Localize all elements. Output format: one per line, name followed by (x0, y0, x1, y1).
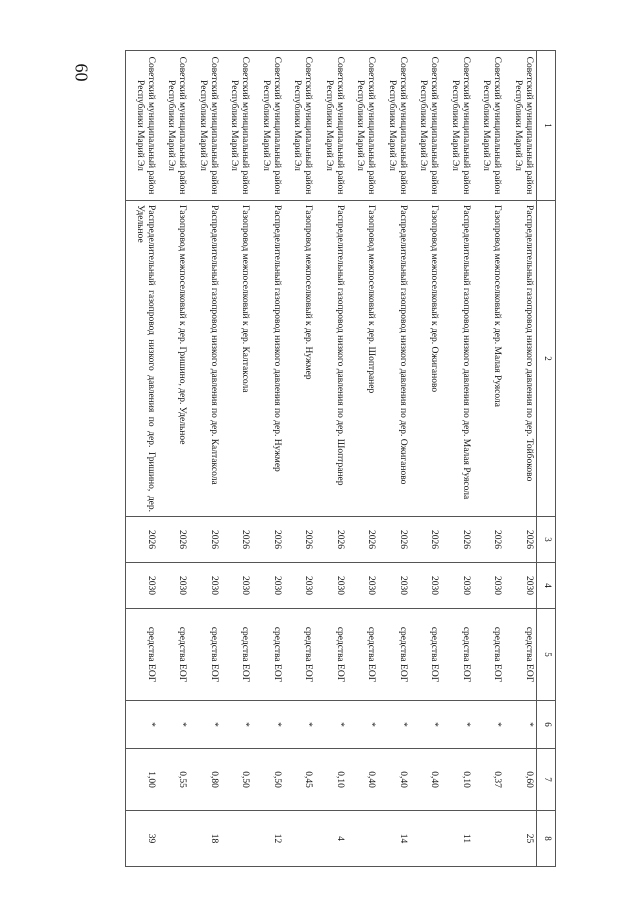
object-cell: Распределительный газопровод низкого давления по дер. Калтаксола (189, 201, 221, 517)
district-cell: Советский муниципальный район Республики Марий Эл (473, 51, 505, 201)
mark-cell: * (158, 701, 190, 749)
table-row (347, 51, 379, 867)
end-year-cell: 2030 (473, 563, 505, 609)
start-year-cell: 2026 (473, 517, 505, 563)
start-year-cell: 2026 (284, 517, 316, 563)
mark-cell: * (347, 701, 379, 749)
district-cell: Советский муниципальный район Республики Марий Эл (410, 51, 442, 201)
end-year-cell: 2030 (315, 563, 347, 609)
header-cell: 4 (537, 563, 556, 609)
table-row (378, 51, 410, 867)
mark-cell: * (473, 701, 505, 749)
district-cell: Советский муниципальный район Республики Марий Эл (221, 51, 253, 201)
district-cell: Советский муниципальный район Республики Марий Эл (252, 51, 284, 201)
start-year-cell: 2026 (504, 517, 536, 563)
object-cell: Газопровод межпоселковый к дер. Ожиганово (410, 201, 442, 517)
length-cell: 0,10 (441, 749, 473, 811)
object-cell: Распределительный газопровод низкого давления по дер. Нужмер (252, 201, 284, 517)
length-cell: 0,37 (473, 749, 505, 811)
count-cell (473, 811, 505, 867)
district-cell: Советский муниципальный район Республики Марий Эл (441, 51, 473, 201)
length-cell: 0,45 (284, 749, 316, 811)
length-cell: 0,40 (378, 749, 410, 811)
count-cell: 11 (441, 811, 473, 867)
table-row (126, 51, 158, 867)
header-cell: 8 (537, 811, 556, 867)
funding-cell: средства ЕОГ (347, 609, 379, 701)
mark-cell: * (221, 701, 253, 749)
object-cell: Распределительный газопровод низкого давления по дер. Ожиганово (378, 201, 410, 517)
start-year-cell: 2026 (126, 517, 158, 563)
object-cell: Газопровод межпоселковый к дер. Нужмер (284, 201, 316, 517)
end-year-cell: 2030 (347, 563, 379, 609)
district-cell: Советский муниципальный район Республики Марий Эл (126, 51, 158, 201)
header-cell: 7 (537, 749, 556, 811)
district-cell: Советский муниципальный район Республики Марий Эл (189, 51, 221, 201)
start-year-cell: 2026 (189, 517, 221, 563)
start-year-cell: 2026 (221, 517, 253, 563)
count-cell (284, 811, 316, 867)
object-cell: Распределительный газопровод низкого давления по дер. Гришино, дер. Удельное (126, 201, 158, 517)
end-year-cell: 2030 (189, 563, 221, 609)
table-row (410, 51, 442, 867)
gas-pipeline-table (125, 50, 556, 867)
funding-cell: средства ЕОГ (189, 609, 221, 701)
end-year-cell: 2030 (410, 563, 442, 609)
count-cell (347, 811, 379, 867)
mark-cell: * (252, 701, 284, 749)
length-cell: 0,60 (504, 749, 536, 811)
count-cell: 12 (252, 811, 284, 867)
table-row (252, 51, 284, 867)
mark-cell: * (410, 701, 442, 749)
header-cell: 6 (537, 701, 556, 749)
count-cell: 25 (504, 811, 536, 867)
funding-cell: средства ЕОГ (315, 609, 347, 701)
object-cell: Распределительный газопровод низкого давления по дер. Тойбоково (504, 201, 536, 517)
funding-cell: средства ЕОГ (378, 609, 410, 701)
object-cell: Распределительный газопровод низкого давления по дер. Малая Руясола (441, 201, 473, 517)
end-year-cell: 2030 (158, 563, 190, 609)
start-year-cell: 2026 (347, 517, 379, 563)
table-row (189, 51, 221, 867)
length-cell: 0,50 (221, 749, 253, 811)
funding-cell: средства ЕОГ (504, 609, 536, 701)
object-cell: Газопровод межпоселковый к дер. Шоптранер (347, 201, 379, 517)
start-year-cell: 2026 (378, 517, 410, 563)
funding-cell: средства ЕОГ (221, 609, 253, 701)
table-row (221, 51, 253, 867)
mark-cell: * (126, 701, 158, 749)
length-cell: 0,55 (158, 749, 190, 811)
end-year-cell: 2030 (504, 563, 536, 609)
count-cell: 39 (126, 811, 158, 867)
count-cell (221, 811, 253, 867)
object-cell: Газопровод межпоселковый к дер. Малая Руясола (473, 201, 505, 517)
rotated-table-sheet (125, 50, 556, 866)
funding-cell: средства ЕОГ (410, 609, 442, 701)
table-row (504, 51, 536, 867)
district-cell: Советский муниципальный район Республики Марий Эл (158, 51, 190, 201)
mark-cell: * (441, 701, 473, 749)
count-cell: 4 (315, 811, 347, 867)
mark-cell: * (284, 701, 316, 749)
length-cell: 1,00 (126, 749, 158, 811)
mark-cell: * (189, 701, 221, 749)
table-row (441, 51, 473, 867)
start-year-cell: 2026 (315, 517, 347, 563)
table-row (158, 51, 190, 867)
district-cell: Советский муниципальный район Республики Марий Эл (378, 51, 410, 201)
funding-cell: средства ЕОГ (158, 609, 190, 701)
end-year-cell: 2030 (126, 563, 158, 609)
end-year-cell: 2030 (441, 563, 473, 609)
count-cell: 14 (378, 811, 410, 867)
funding-cell: средства ЕОГ (473, 609, 505, 701)
mark-cell: * (378, 701, 410, 749)
start-year-cell: 2026 (252, 517, 284, 563)
count-cell (410, 811, 442, 867)
page-number: 60 (71, 63, 92, 82)
funding-cell: средства ЕОГ (441, 609, 473, 701)
count-cell (158, 811, 190, 867)
start-year-cell: 2026 (158, 517, 190, 563)
funding-cell: средства ЕОГ (252, 609, 284, 701)
mark-cell: * (504, 701, 536, 749)
length-cell: 0,40 (410, 749, 442, 811)
district-cell: Советский муниципальный район Республики Марий Эл (347, 51, 379, 201)
end-year-cell: 2030 (284, 563, 316, 609)
end-year-cell: 2030 (221, 563, 253, 609)
object-cell: Газопровод межпоселковый к дер. Калтаксола (221, 201, 253, 517)
header-cell: 5 (537, 609, 556, 701)
header-cell: 3 (537, 517, 556, 563)
end-year-cell: 2030 (252, 563, 284, 609)
end-year-cell: 2030 (378, 563, 410, 609)
table-row (315, 51, 347, 867)
length-cell: 0,50 (252, 749, 284, 811)
funding-cell: средства ЕОГ (126, 609, 158, 701)
object-cell: Газопровод межпоселковый к дер. Гришино, дер. Удельное (158, 201, 190, 517)
object-cell: Распределительный газопровод низкого давления по дер. Шоптранер (315, 201, 347, 517)
length-cell: 0,80 (189, 749, 221, 811)
length-cell: 0,10 (315, 749, 347, 811)
district-cell: Советский муниципальный район Республики Марий Эл (284, 51, 316, 201)
start-year-cell: 2026 (441, 517, 473, 563)
district-cell: Советский муниципальный район Республики Марий Эл (315, 51, 347, 201)
mark-cell: * (315, 701, 347, 749)
length-cell: 0,40 (347, 749, 379, 811)
header-row (537, 51, 556, 867)
district-cell: Советский муниципальный район Республики Марий Эл (504, 51, 536, 201)
table-row (284, 51, 316, 867)
header-cell: 2 (537, 201, 556, 517)
start-year-cell: 2026 (410, 517, 442, 563)
count-cell: 18 (189, 811, 221, 867)
table-row (473, 51, 505, 867)
header-cell: 1 (537, 51, 556, 201)
funding-cell: средства ЕОГ (284, 609, 316, 701)
